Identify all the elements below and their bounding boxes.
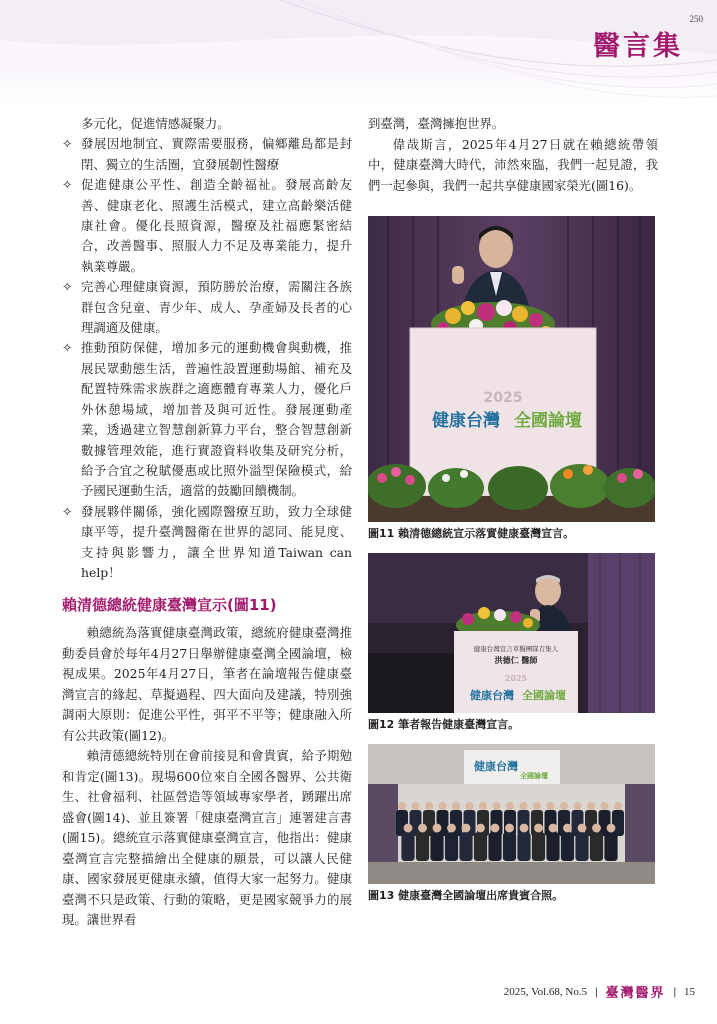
footer-brand-logo: 臺灣醫界 bbox=[605, 986, 666, 1001]
left-column bbox=[62, 114, 352, 931]
right-column bbox=[368, 114, 658, 903]
podium-title-b: 全國論壇 bbox=[522, 689, 566, 702]
page-header bbox=[0, 0, 717, 105]
banner-subtitle: 全國論壇 bbox=[520, 772, 548, 780]
list-item-text: 促進健康公平性、創造全齡福祉。發展高齡友善、健康老化、照護生活模式，建立高齡樂活健康社會。優化長照資源，醫療及社福應緊密結合，改善醫事、照服人力不足及專業能力，提升執業尊嚴。 bbox=[81, 177, 352, 274]
diamond-bullet-icon: ✧ bbox=[62, 136, 73, 152]
list-item bbox=[62, 175, 352, 277]
diamond-bullet-icon: ✧ bbox=[62, 503, 73, 519]
photo-group-guests bbox=[368, 744, 655, 884]
podium-line1: 健康台灣宣言草擬團隊召集人 bbox=[473, 645, 559, 653]
issue-info: 2025, Vol.68, No.5 bbox=[503, 985, 588, 998]
photo-author-report bbox=[368, 553, 655, 713]
figure-caption: 圖13 健康臺灣全國論壇出席貴賓合照。 bbox=[368, 889, 564, 902]
diamond-bullet-icon: ✧ bbox=[62, 340, 73, 356]
podium-year-text: 2025 bbox=[504, 674, 528, 683]
section-heading: 賴清德總統健康臺灣宣示(圖11) bbox=[62, 596, 277, 615]
diamond-bullet-icon: ✧ bbox=[62, 177, 73, 193]
podium-line2: 洪德仁 醫師 bbox=[494, 656, 538, 665]
body-paragraph-continued: 到臺灣，臺灣擁抱世界。 bbox=[368, 116, 505, 131]
podium-title-b: 全國論壇 bbox=[514, 411, 582, 431]
body-paragraph: 賴總統為落實健康臺灣政策，總統府健康臺灣推動委員會於每年4月27日舉辦健康臺灣全國論壇，檢視成果。2025年4月27日，筆者在論壇報告健康臺灣宣言的緣起、草擬過程、四大面向及建議，特別強調兩大原則：促進公平性，弭平不平等；健康融入所有公共政策(圖12)。 bbox=[62, 625, 352, 743]
body-paragraph: 賴清德總統特別在會前接見和會貴賓，給予期勉和肯定(圖13)。現場600位來自全國各醫界、公共衛生、社會福利、社區營造等領域專家學者，踴躍出席盛會(圖14)、並且簽署「健康臺灣宣言」連署建言書(圖15)。總統宣示落實健康臺灣宣言，他指出：健康臺灣宣言完整描繪出全健康的願景，可以讓人民健康、國家發展更健康永續，值得大家一起努力。健康臺灣不只是政策、行動的策略，更是國家競爭力的展現。讓世界看 bbox=[62, 748, 352, 928]
header-brand-logo: 醫言集 bbox=[593, 31, 683, 62]
photo-president-speech bbox=[368, 216, 655, 522]
podium-year-text: 2025 bbox=[483, 390, 523, 406]
body-paragraph: 偉哉斯言，2025年4月27日就在賴總統帶領中，健康臺灣大時代，沛然來臨，我們一起見證，我們一起參與，我們一起共享健康國家榮光(圖16)。 bbox=[368, 136, 658, 193]
list-item bbox=[62, 277, 352, 338]
diamond-bullet-icon: ✧ bbox=[62, 279, 73, 295]
banner-title: 健康台灣 bbox=[474, 760, 518, 773]
page-number: 15 bbox=[684, 985, 695, 998]
podium-title-a: 健康台灣 bbox=[432, 411, 500, 431]
policy-bullet-list bbox=[62, 114, 352, 583]
page-footer bbox=[504, 982, 695, 1001]
list-item bbox=[62, 134, 352, 175]
list-item bbox=[62, 114, 352, 134]
figure-caption: 圖11 賴清德總統宣示落實健康臺灣宣言。 bbox=[368, 527, 575, 540]
list-item-text: 發展夥伴關係，強化國際醫療互助，致力全球健康平等，提升臺灣醫衛在世界的認同、能見度、支持與影響力，讓全世界知道Taiwan can help！ bbox=[81, 503, 352, 580]
podium-title-a: 健康台灣 bbox=[470, 689, 514, 702]
page-number-top: 250 bbox=[689, 14, 703, 24]
figure-11 bbox=[368, 216, 658, 541]
list-item-text: 多元化，促進情感凝聚力。 bbox=[81, 116, 230, 131]
figure-caption: 圖12 筆者報告健康臺灣宣言。 bbox=[368, 718, 520, 731]
list-item-text: 發展因地制宜、實際需要服務，偏鄉離島都是封閉、獨立的生活圈，宜發展韌性醫療 bbox=[81, 136, 352, 172]
list-item-text: 推動預防保健，增加多元的運動機會與動機，推展民眾動態生活，普遍性設置運動場館、補充及配置特殊需求族群之適應體育專業人力，優化戶外休憩場域，增加普及與可近性。發展運動產業，透過建立智慧創新算力平台，整合智慧創新數據管理效能，進行實證資料收集及研究分析，給予合宜之稅賦優惠或比照外溢型保險模式，給予國民運動生活，適當的鼓勵回饋機制。 bbox=[81, 340, 352, 499]
list-item bbox=[62, 502, 352, 584]
list-item-text: 完善心理健康資源，預防勝於治療，需關注各族群包含兒童、青少年、成人、孕產婦及長者的心理調適及健康。 bbox=[81, 279, 352, 336]
divider: | bbox=[595, 985, 598, 998]
list-item bbox=[62, 338, 352, 501]
divider: | bbox=[673, 985, 676, 998]
figure-12 bbox=[368, 553, 658, 732]
figure-13 bbox=[368, 744, 658, 903]
